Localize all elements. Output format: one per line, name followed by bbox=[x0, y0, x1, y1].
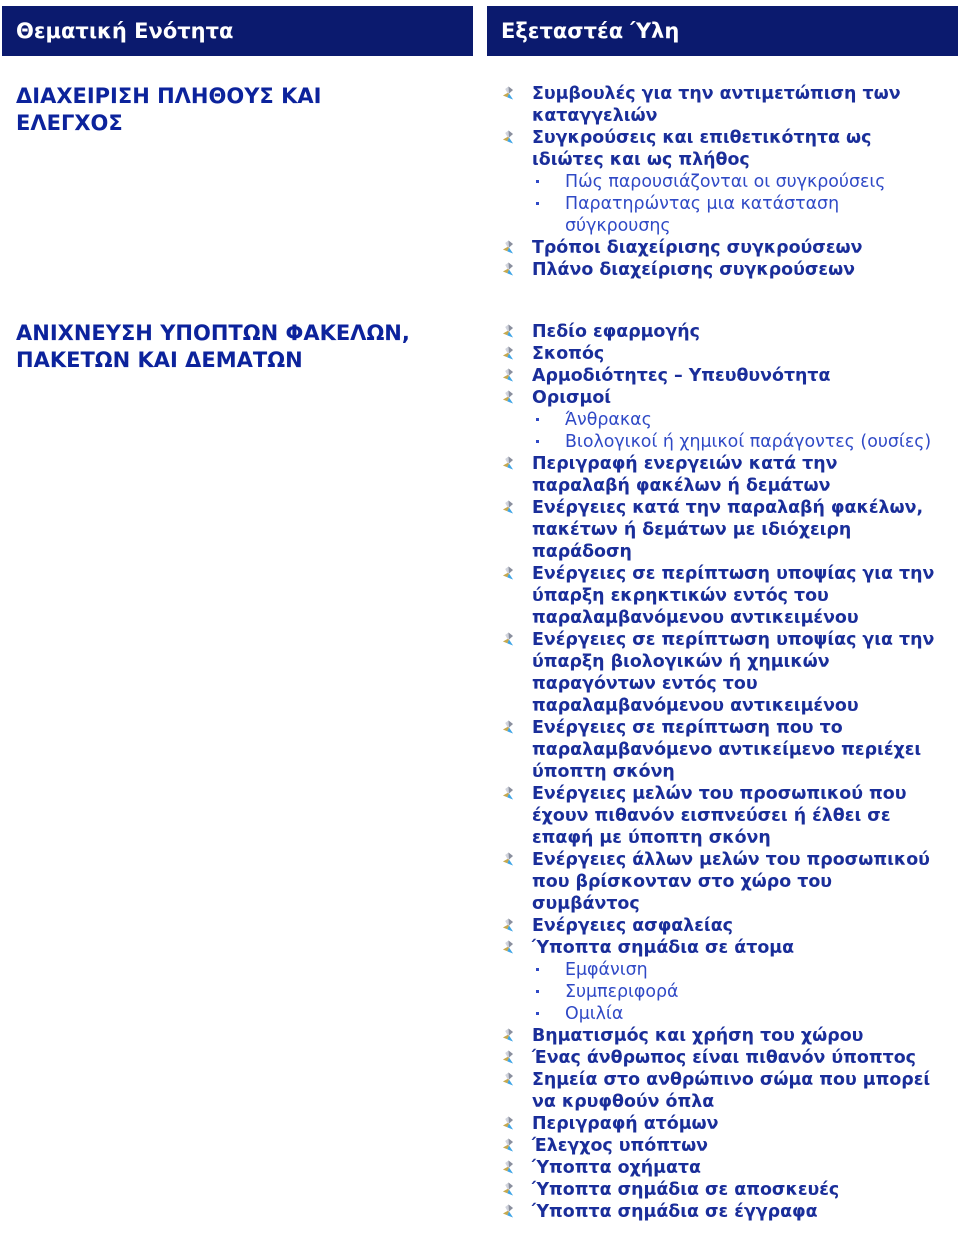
list-item bbox=[500, 83, 958, 127]
list-item bbox=[500, 783, 958, 849]
item-line: Έλεγχος υπόπτων bbox=[532, 1136, 709, 1156]
item-line: Πεδίο εφαρμογής bbox=[532, 322, 700, 342]
bullet-icon bbox=[502, 786, 514, 800]
item-line: Ενέργειες σε περίπτωση υποψίας για την bbox=[532, 630, 935, 650]
list-item bbox=[500, 365, 958, 387]
syllabus-list bbox=[500, 321, 958, 1223]
item-line: Ύποπτα σημάδια σε αποσκευές bbox=[532, 1180, 840, 1200]
item-line: παράδοση bbox=[532, 542, 632, 562]
item-line: επαφή με ύποπτη σκόνη bbox=[532, 828, 771, 848]
topic-line: ΑΝΙΧΝΕΥΣΗ ΥΠΟΠΤΩΝ ΦΑΚΕΛΩΝ, bbox=[16, 321, 410, 345]
list-item bbox=[500, 1157, 958, 1179]
item-line: ύποπτη σκόνη bbox=[532, 762, 675, 782]
list-item bbox=[500, 1201, 958, 1223]
sub-item bbox=[500, 171, 958, 193]
topic-line: ΕΛΕΓΧΟΣ bbox=[16, 111, 123, 135]
item-line: ύπαρξη εκρηκτικών εντός του bbox=[532, 586, 829, 606]
item-line: Αρμοδιότητες – Υπευθυνότητα bbox=[532, 366, 831, 386]
item-line: Εμφάνιση bbox=[565, 960, 648, 980]
list-item bbox=[500, 453, 958, 497]
bullet-icon bbox=[502, 1160, 514, 1174]
item-line: να κρυφθούν όπλα bbox=[532, 1092, 715, 1112]
list-item bbox=[500, 629, 958, 717]
bullet-icon bbox=[502, 1028, 514, 1042]
list-item bbox=[500, 937, 958, 959]
dot-icon bbox=[536, 990, 539, 993]
list-item bbox=[500, 717, 958, 783]
dot-icon bbox=[536, 440, 539, 443]
item-line: καταγγελιών bbox=[532, 106, 658, 126]
list-item bbox=[500, 1135, 958, 1157]
dot-icon bbox=[536, 418, 539, 421]
bullet-icon bbox=[502, 368, 514, 382]
bullet-icon bbox=[502, 262, 514, 276]
bullet-icon bbox=[502, 500, 514, 514]
item-line: παραλαμβανόμενο αντικείμενο περιέχει bbox=[532, 740, 922, 760]
list-item bbox=[500, 497, 958, 563]
item-line: που βρίσκονταν στο χώρο του bbox=[532, 872, 833, 892]
syllabus-list bbox=[500, 83, 958, 281]
item-line: Ορισμοί bbox=[532, 388, 612, 408]
bullet-icon bbox=[502, 390, 514, 404]
item-line: Πλάνο διαχείρισης συγκρούσεων bbox=[532, 260, 856, 280]
bullet-icon bbox=[502, 240, 514, 254]
item-line: Βηματισμός και χρήση του χώρου bbox=[532, 1026, 864, 1046]
list-item bbox=[500, 1113, 958, 1135]
item-line: ύπαρξη βιολογικών ή χημικών bbox=[532, 652, 830, 672]
list-item bbox=[500, 387, 958, 409]
list-item bbox=[500, 1047, 958, 1069]
bullet-icon bbox=[502, 456, 514, 470]
sub-item bbox=[500, 981, 958, 1003]
item-line: συμβάντος bbox=[532, 894, 640, 914]
list-item bbox=[500, 1069, 958, 1113]
bullet-icon bbox=[502, 720, 514, 734]
bullet-icon bbox=[502, 86, 514, 100]
item-line: Περιγραφή ενεργειών κατά την bbox=[532, 454, 838, 474]
sub-item bbox=[500, 409, 958, 431]
list-item bbox=[500, 237, 958, 259]
item-line: πακέτων ή δεμάτων με ιδιόχειρη bbox=[532, 520, 852, 540]
bullet-icon bbox=[502, 346, 514, 360]
header-syllabus: Εξεταστέα Ύλη bbox=[487, 6, 958, 56]
sub-item bbox=[500, 431, 958, 453]
bullet-icon bbox=[502, 852, 514, 866]
item-line: Πώς παρουσιάζονται οι συγκρούσεις bbox=[565, 172, 886, 192]
list-item bbox=[500, 1179, 958, 1201]
item-line: Βιολογικοί ή χημικοί παράγοντες (ουσίες) bbox=[565, 432, 932, 452]
item-line: Σκοπός bbox=[532, 344, 605, 364]
bullet-icon bbox=[502, 918, 514, 932]
item-line: παραλαμβανόμενου αντικειμένου bbox=[532, 696, 859, 716]
header-topic: Θεματική Ενότητα bbox=[2, 6, 473, 56]
list-item bbox=[500, 915, 958, 937]
dot-icon bbox=[536, 202, 539, 205]
list-item bbox=[500, 259, 958, 281]
bullet-icon bbox=[502, 1204, 514, 1218]
sub-item bbox=[500, 193, 958, 237]
topic-title bbox=[16, 320, 476, 374]
list-item bbox=[500, 563, 958, 629]
bullet-icon bbox=[502, 566, 514, 580]
item-line: Ενέργειες άλλων μελών του προσωπικού bbox=[532, 850, 930, 870]
item-line: παραγόντων εντός του bbox=[532, 674, 758, 694]
sub-item bbox=[500, 959, 958, 981]
topic-line: ΠΑΚΕΤΩΝ ΚΑΙ ΔΕΜΑΤΩΝ bbox=[16, 348, 303, 372]
item-line: Συμβουλές για την αντιμετώπιση των bbox=[532, 84, 901, 104]
item-line: ιδιώτες και ως πλήθος bbox=[532, 150, 750, 170]
list-item bbox=[500, 321, 958, 343]
item-line: Ένας άνθρωπος είναι πιθανόν ύποπτος bbox=[532, 1048, 916, 1068]
item-line: Ομιλία bbox=[565, 1004, 624, 1024]
item-line: Συγκρούσεις και επιθετικότητα ως bbox=[532, 128, 872, 148]
item-line: Ενέργειες σε περίπτωση υποψίας για την bbox=[532, 564, 935, 584]
dot-icon bbox=[536, 180, 539, 183]
item-line: Ύποπτα σημάδια σε άτομα bbox=[532, 938, 795, 958]
dot-icon bbox=[536, 968, 539, 971]
item-line: Ενέργειες μελών του προσωπικού που bbox=[532, 784, 907, 804]
sub-item bbox=[500, 1003, 958, 1025]
item-line: Ύποπτα σημάδια σε έγγραφα bbox=[532, 1202, 818, 1222]
item-line: Άνθρακας bbox=[565, 410, 652, 430]
item-line: έχουν πιθανόν εισπνεύσει ή έλθει σε bbox=[532, 806, 891, 826]
list-item bbox=[500, 849, 958, 915]
item-line: Τρόποι διαχείρισης συγκρούσεων bbox=[532, 238, 863, 258]
dot-icon bbox=[536, 1012, 539, 1015]
bullet-icon bbox=[502, 632, 514, 646]
item-line: Ενέργειες ασφαλείας bbox=[532, 916, 733, 936]
topic-title bbox=[16, 83, 476, 137]
item-line: Περιγραφή ατόμων bbox=[532, 1114, 719, 1134]
list-item bbox=[500, 127, 958, 171]
list-item bbox=[500, 343, 958, 365]
bullet-icon bbox=[502, 1072, 514, 1086]
item-line: Ενέργειες κατά την παραλαβή φακέλων, bbox=[532, 498, 924, 518]
bullet-icon bbox=[502, 130, 514, 144]
item-line: Σημεία στο ανθρώπινο σώμα που μπορεί bbox=[532, 1070, 931, 1090]
bullet-icon bbox=[502, 1138, 514, 1152]
item-line: παραλαβή φακέλων ή δεμάτων bbox=[532, 476, 831, 496]
item-line: παραλαμβανόμενου αντικειμένου bbox=[532, 608, 859, 628]
bullet-icon bbox=[502, 1182, 514, 1196]
item-line: Συμπεριφορά bbox=[565, 982, 679, 1002]
list-item bbox=[500, 1025, 958, 1047]
topic-line: ΔΙΑΧΕΙΡΙΣΗ ΠΛΗΘΟΥΣ ΚΑΙ bbox=[16, 84, 322, 108]
bullet-icon bbox=[502, 1116, 514, 1130]
item-line: Ενέργειες σε περίπτωση που το bbox=[532, 718, 843, 738]
bullet-icon bbox=[502, 1050, 514, 1064]
bullet-icon bbox=[502, 324, 514, 338]
bullet-icon bbox=[502, 940, 514, 954]
item-line: Ύποπτα οχήματα bbox=[532, 1158, 701, 1178]
item-line: Παρατηρώντας μια κατάσταση bbox=[565, 194, 840, 214]
item-line: σύγκρουσης bbox=[565, 216, 671, 236]
